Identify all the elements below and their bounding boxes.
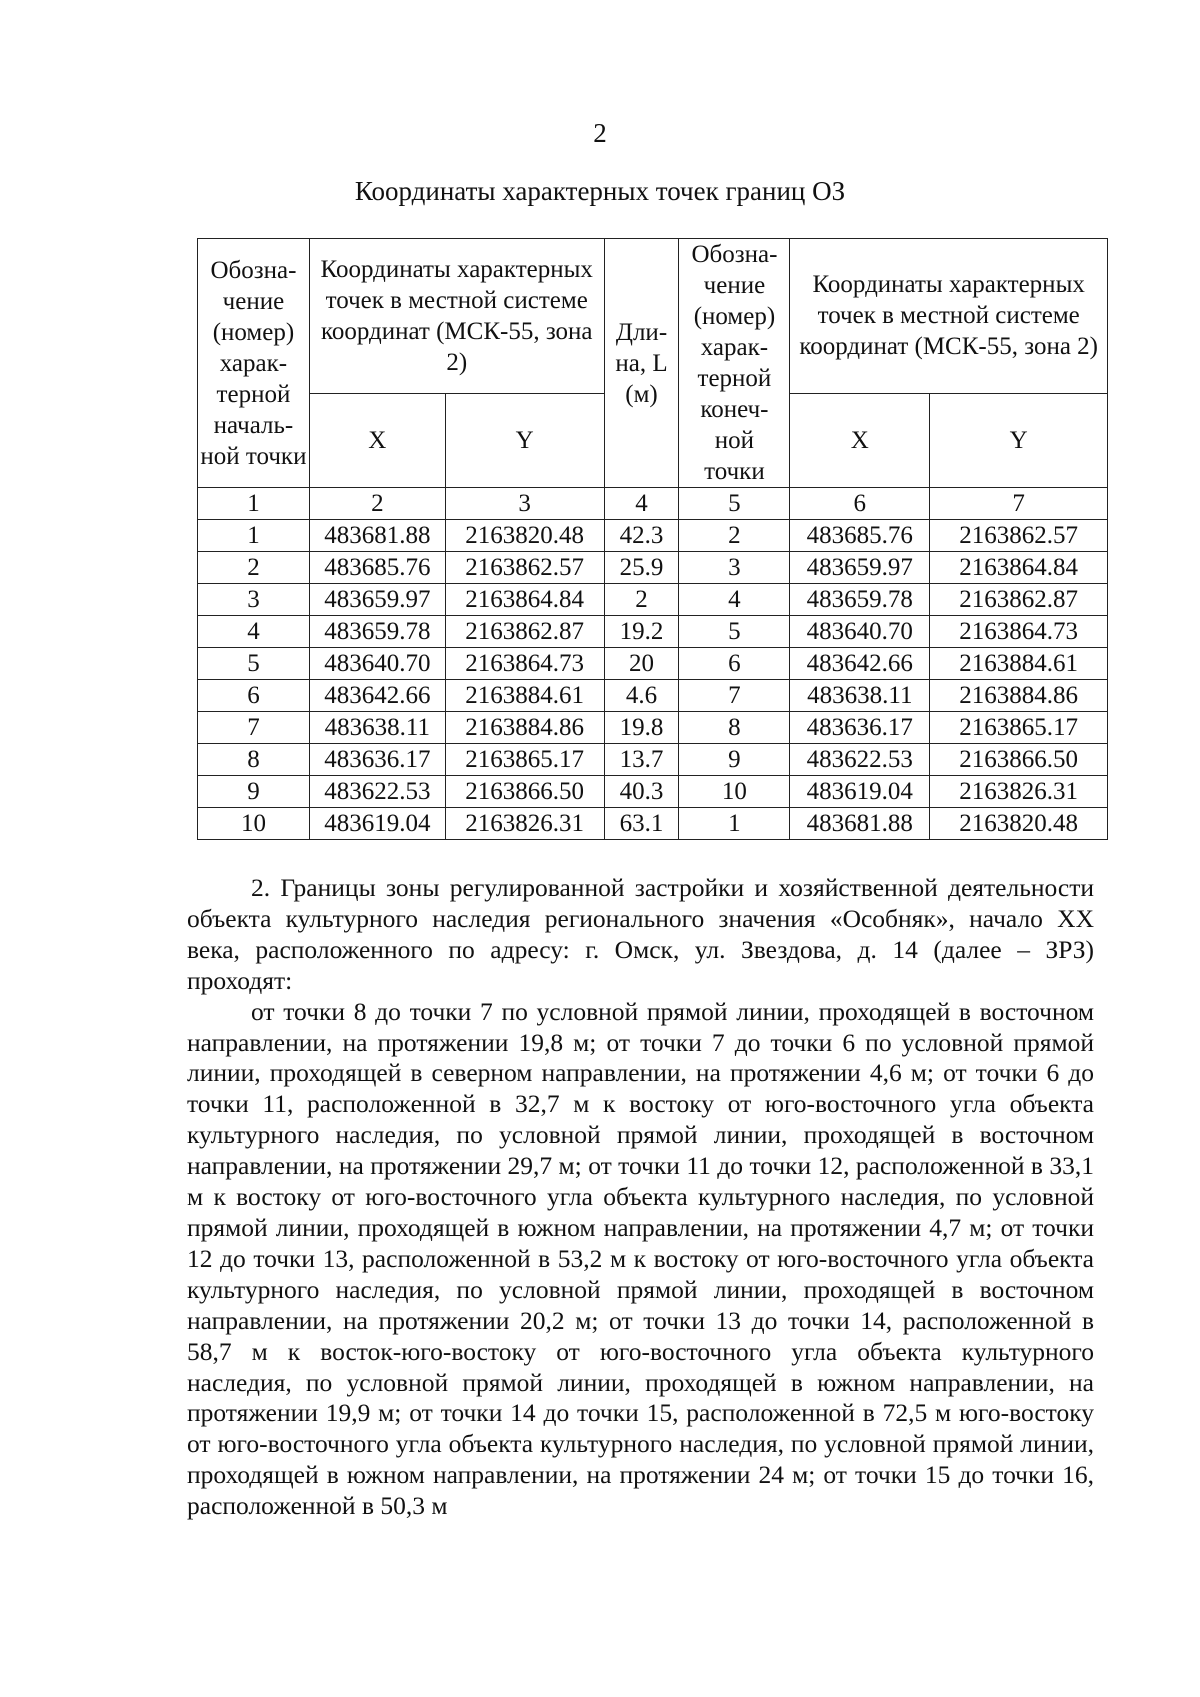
table-cell: 483636.17 bbox=[790, 712, 930, 744]
table-cell: 1 bbox=[198, 520, 310, 552]
table-title: Координаты характерных точек границ ОЗ bbox=[354, 176, 846, 206]
table-cell: 483638.11 bbox=[309, 712, 445, 744]
table-row bbox=[198, 712, 1108, 744]
table-cell: 1 bbox=[679, 808, 790, 840]
table-cell: 483659.78 bbox=[790, 584, 930, 616]
table-cell: 4.6 bbox=[604, 680, 679, 712]
table-cell: 483640.70 bbox=[790, 616, 930, 648]
header-end-point: Обозна-чение (номер) харак-терной конеч-ной точки bbox=[679, 239, 790, 488]
table-cell: 25.9 bbox=[604, 552, 679, 584]
table-cell: 2 bbox=[198, 552, 310, 584]
header-y-end: Y bbox=[930, 393, 1108, 487]
table-cell: 10 bbox=[679, 776, 790, 808]
table-cell: 42.3 bbox=[604, 520, 679, 552]
table-cell: 483659.78 bbox=[309, 616, 445, 648]
table-cell: 483659.97 bbox=[309, 584, 445, 616]
table-cell: 2163884.61 bbox=[445, 680, 604, 712]
table-cell: 2163820.48 bbox=[445, 520, 604, 552]
table-cell: 483642.66 bbox=[790, 648, 930, 680]
table-cell: 19.2 bbox=[604, 616, 679, 648]
table-cell: 7 bbox=[198, 712, 310, 744]
table-cell: 2163866.50 bbox=[930, 744, 1108, 776]
column-number: 3 bbox=[445, 488, 604, 520]
table-cell: 483681.88 bbox=[309, 520, 445, 552]
table-cell: 2 bbox=[604, 584, 679, 616]
table-cell: 10 bbox=[198, 808, 310, 840]
table-cell: 2163862.87 bbox=[930, 584, 1108, 616]
page-number: 2 bbox=[593, 118, 607, 148]
table-cell: 2163820.48 bbox=[930, 808, 1108, 840]
table-cell: 13.7 bbox=[604, 744, 679, 776]
table-cell: 2 bbox=[679, 520, 790, 552]
header-coords-end: Координаты характерных точек в местной системе координат (МСК-55, зона 2) bbox=[790, 239, 1108, 394]
table-row bbox=[198, 680, 1108, 712]
table-cell: 2163826.31 bbox=[930, 776, 1108, 808]
table-cell: 483638.11 bbox=[790, 680, 930, 712]
table-cell: 63.1 bbox=[604, 808, 679, 840]
table-cell: 8 bbox=[679, 712, 790, 744]
header-y-start: Y bbox=[445, 393, 604, 487]
column-number: 4 bbox=[604, 488, 679, 520]
table-cell: 2163866.50 bbox=[445, 776, 604, 808]
paragraph-boundary: от точки 8 до точки 7 по условной прямой линии, проходящей в восточном направлении, на протяжении 19,8 м; от точки 7 до точки 6 по условной прямой линии, проходящей в северном направлении, на протяжении 4,6 м; от точки 6 до точки 11, расположенной в 32,7 м к востоку от юго-восточного угла объекта культурного наследия, по условной прямой линии, проходящей в восточном направлении, на протяжении 29,7 м; от точки 11 до точки 12, расположенной в 33,1 м к востоку от юго-восточного угла объекта культурного наследия, по условной прямой линии, проходящей в южном направлении, на протяжении 4,7 м; от точки 12 до точки 13, расположенной в 53,2 м к востоку от юго-восточного угла объекта культурного наследия, по условной прямой линии, проходящей в восточном направлении, на протяжении 20,2 м; от точки 13 до точки 14, расположенной в 58,7 м к восток-юго-востоку от юго-восточного угла объекта культурного наследия, по условной прямой линии, проходящей в южном направлении, на протяжении 19,9 м; от точки 14 до точки 15, расположенной в 72,5 м юго-востоку от юго-восточного угла объекта культурного наследия, по условной прямой линии, проходящей в южном направлении, на протяжении 24 м; от точки 15 до точки 16, расположенной в 50,3 м bbox=[187, 996, 1094, 1521]
table-cell: 4 bbox=[198, 616, 310, 648]
table-cell: 483685.76 bbox=[309, 552, 445, 584]
header-start-point: Обозна-чение (номер) харак-терной началь-ной точки bbox=[198, 239, 310, 488]
table-cell: 5 bbox=[679, 616, 790, 648]
table-cell: 3 bbox=[679, 552, 790, 584]
table-row bbox=[198, 616, 1108, 648]
column-number: 6 bbox=[790, 488, 930, 520]
table-cell: 2163826.31 bbox=[445, 808, 604, 840]
table-cell: 2163884.86 bbox=[930, 680, 1108, 712]
table-cell: 2163884.61 bbox=[930, 648, 1108, 680]
table-cell: 2163864.84 bbox=[445, 584, 604, 616]
table-row bbox=[198, 776, 1108, 808]
table-cell: 19.8 bbox=[604, 712, 679, 744]
table-row bbox=[198, 584, 1108, 616]
table-cell: 2163864.73 bbox=[930, 616, 1108, 648]
table-cell: 2163864.73 bbox=[445, 648, 604, 680]
coordinates-table bbox=[197, 238, 1108, 840]
table-cell: 2163865.17 bbox=[930, 712, 1108, 744]
column-number: 7 bbox=[930, 488, 1108, 520]
table-cell: 3 bbox=[198, 584, 310, 616]
table-cell: 483619.04 bbox=[309, 808, 445, 840]
table-cell: 483636.17 bbox=[309, 744, 445, 776]
table-cell: 483622.53 bbox=[309, 776, 445, 808]
table-row bbox=[198, 552, 1108, 584]
table-row bbox=[198, 808, 1108, 840]
table-cell: 20 bbox=[604, 648, 679, 680]
table-cell: 483659.97 bbox=[790, 552, 930, 584]
table-cell: 2163884.86 bbox=[445, 712, 604, 744]
table-cell: 2163862.57 bbox=[445, 552, 604, 584]
table-cell: 6 bbox=[679, 648, 790, 680]
table-row bbox=[198, 520, 1108, 552]
paragraph-zrz: 2. Границы зоны регулированной застройки и хозяйственной деятельности объекта культурного наследия регионального значения «Особняк», начало XX века, расположенного по адресу: г. Омск, ул. Звездова, д. 14 (далее – ЗРЗ) проходят: bbox=[187, 873, 1094, 995]
table-cell: 483619.04 bbox=[790, 776, 930, 808]
table-cell: 483640.70 bbox=[309, 648, 445, 680]
header-length: Дли-на, L (м) bbox=[604, 239, 679, 488]
header-x-end: X bbox=[790, 393, 930, 487]
table-cell: 40.3 bbox=[604, 776, 679, 808]
table-cell: 6 bbox=[198, 680, 310, 712]
table-cell: 483642.66 bbox=[309, 680, 445, 712]
table-cell: 9 bbox=[198, 776, 310, 808]
table-cell: 9 bbox=[679, 744, 790, 776]
column-number-row bbox=[198, 488, 1108, 520]
table-row bbox=[198, 648, 1108, 680]
table-cell: 483622.53 bbox=[790, 744, 930, 776]
table-cell: 2163864.84 bbox=[930, 552, 1108, 584]
table-cell: 2163862.87 bbox=[445, 616, 604, 648]
table-cell: 2163862.57 bbox=[930, 520, 1108, 552]
column-number: 2 bbox=[309, 488, 445, 520]
table-cell: 4 bbox=[679, 584, 790, 616]
table-cell: 5 bbox=[198, 648, 310, 680]
table-cell: 7 bbox=[679, 680, 790, 712]
table-row bbox=[198, 744, 1108, 776]
body-text bbox=[187, 873, 1094, 1522]
header-x-start: X bbox=[309, 393, 445, 487]
table-cell: 2163865.17 bbox=[445, 744, 604, 776]
header-coords-start: Координаты характерных точек в местной системе координат (МСК-55, зона 2) bbox=[309, 239, 604, 394]
table-cell: 483685.76 bbox=[790, 520, 930, 552]
table-cell: 8 bbox=[198, 744, 310, 776]
table-cell: 483681.88 bbox=[790, 808, 930, 840]
column-number: 1 bbox=[198, 488, 310, 520]
column-number: 5 bbox=[679, 488, 790, 520]
